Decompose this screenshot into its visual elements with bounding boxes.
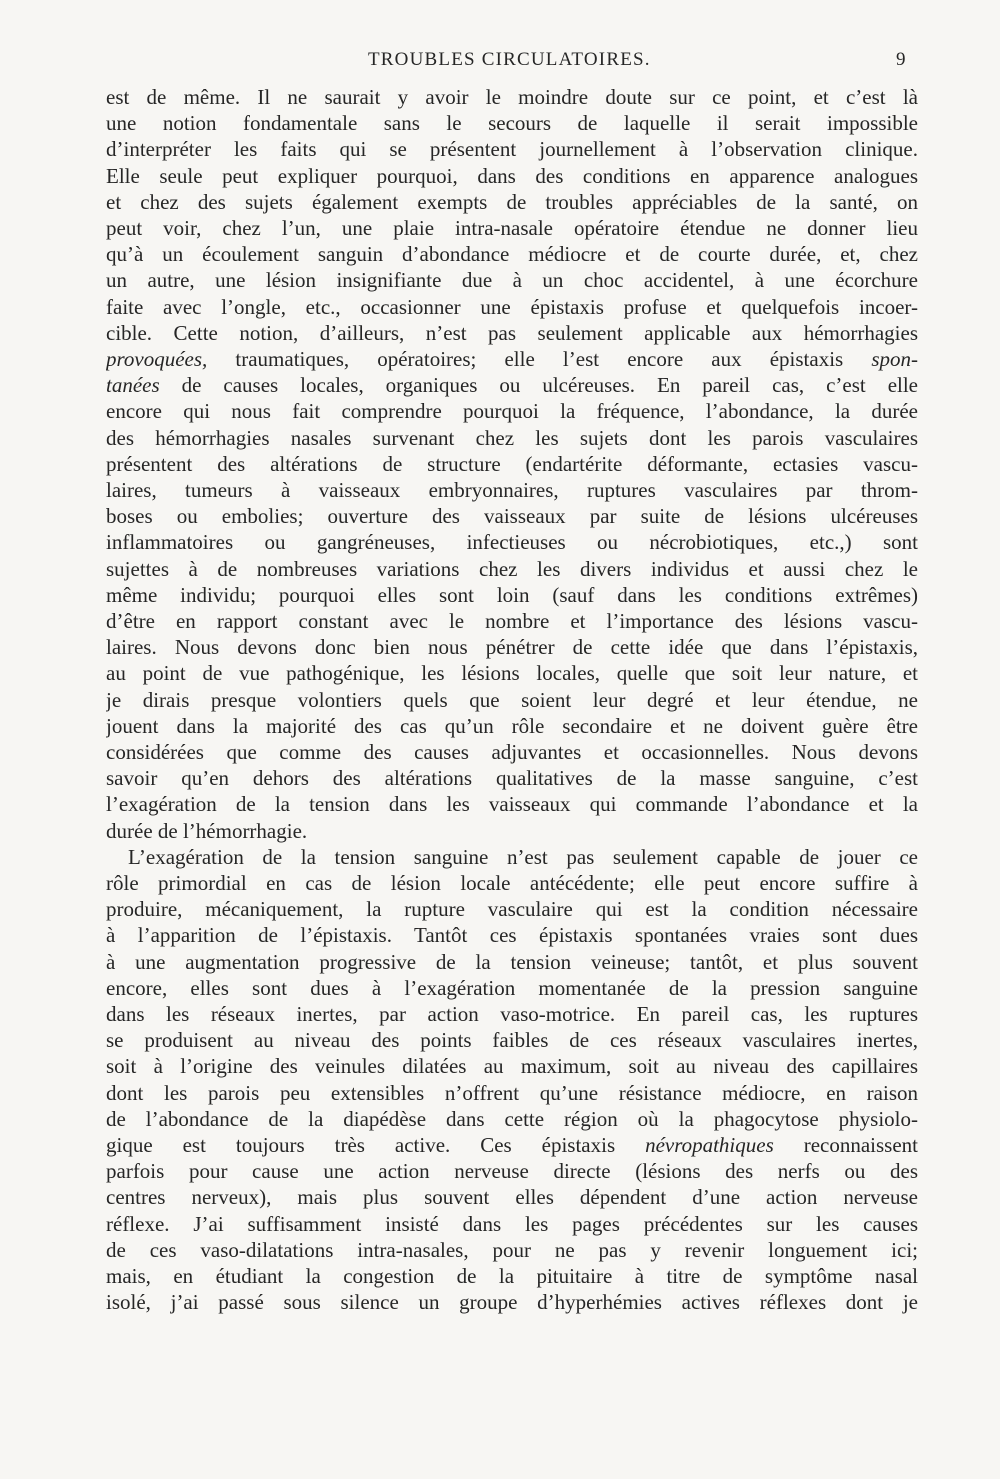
text-line: un autre, une lésion insignifiante due à un choc accidentel, à une écorchure [106,268,918,293]
text-line: gique est toujours très active. Ces épistaxis névropathiques reconnaissent [106,1133,918,1157]
text-line: mais, en étudiant la congestion de la pituitaire à titre de symptôme nasal [106,1264,918,1288]
text-line: considérées que comme des causes adjuvantes et occasionnelles. Nous devons [106,740,918,764]
text-line: et chez des sujets également exempts de troubles appréciables de la santé, on [106,189,918,214]
text-line: même individu; pourquoi elles sont loin (sauf dans les conditions extrêmes) [106,582,918,607]
text-line: faite avec l’ongle, etc., occasionner une épistaxis profuse et quelquefois incoer- [106,294,918,319]
text-line: laires, tumeurs à vaisseaux embryonnaires, ruptures vasculaires par throm- [106,478,918,502]
text-line: l’exagération de la tension dans les vaisseaux qui commande l’abondance et la [106,792,918,817]
text-line: à l’apparition de l’épistaxis. Tantôt ces épistaxis spontanées vraies sont dues [106,923,918,948]
running-head-title: TROUBLES CIRCULATOIRES. [368,49,651,70]
text-line: parfois pour cause une action nerveuse directe (lésions des nerfs ou des [106,1159,918,1184]
text-line: peut voir, chez l’un, une plaie intra-nasale opératoire étendue ne donner lieu [106,216,918,240]
text-line: qu’à un écoulement sanguin d’abondance médiocre et de courte durée, et, chez [106,242,918,267]
text-line: tanées de causes locales, organiques ou ulcéreuses. En pareil cas, c’est elle [106,373,918,398]
text-line: une notion fondamentale sans le secours de laquelle il serait impossible [106,111,918,136]
text-line: inflammatoires ou gangréneuses, infectieuses ou nécrobiotiques, etc.,) sont [106,530,918,555]
text-line: soit à l’origine des veinules dilatées au maximum, soit au niveau des capillaires [106,1054,918,1079]
text-line: cible. Cette notion, d’ailleurs, n’est pas seulement applicable aux hémorrhagies [106,320,918,345]
text-line: présentent des altérations de structure (endartérite déformante, ectasies vascu- [106,451,918,476]
running-head [0,46,1000,74]
text-line: encore, elles sont dues à l’exagération momentanée de la pression sanguine [106,975,918,1000]
text-line: à une augmentation progressive de la tension veineuse; tantôt, et plus souvent [106,949,918,974]
text-line: au point de vue pathogénique, les lésions locales, quelle que soit leur nature, et [106,661,918,686]
page-number: 9 [896,49,906,70]
text-line: savoir qu’en dehors des altérations qualitatives de la masse sanguine, c’est [106,766,918,791]
text-line: produire, mécaniquement, la rupture vasculaire qui est la condition nécessaire [106,897,918,922]
text-line: jouent dans la majorité des cas qu’un rôle secondaire et ne doivent guère être [106,713,918,738]
text-line: se produisent au niveau des points faibles de ces réseaux vasculaires inertes, [106,1028,918,1053]
text-line: provoquées, traumatiques, opératoires; elle l’est encore aux épistaxis spon- [106,347,918,371]
text-line: des hémorrhagies nasales survenant chez les sujets dont les parois vasculaires [106,425,918,450]
text-line: je dirais presque volontiers quels que soient leur degré et leur étendue, ne [106,687,918,712]
text-line: réflexe. J’ai suffisamment insisté dans les pages précédentes sur les causes [106,1211,918,1236]
text-line: d’interpréter les faits qui se présentent journellement à l’observation clinique. [106,137,918,162]
text-line: dans les réseaux inertes, par action vaso-motrice. En pareil cas, les ruptures [106,1002,918,1026]
text-line: rôle primordial en cas de lésion locale antécédente; elle peut encore suffire à [106,871,918,895]
text-line: dont les parois peu extensibles n’offrent qu’une résistance médiocre, en raison [106,1080,918,1105]
text-line: boses ou embolies; ouverture des vaisseaux par suite de lésions ulcéreuses [106,504,918,529]
text-line-paragraph-start: L’exagération de la tension sanguine n’est pas seulement capable de jouer ce [128,844,918,869]
text-line: de ces vaso-dilatations intra-nasales, pour ne pas y revenir longuement ici; [106,1237,918,1262]
text-line: laires. Nous devons donc bien nous pénétrer de cette idée que dans l’épistaxis, [106,635,918,660]
text-line: sujettes à de nombreuses variations chez les divers individus et aussi chez le [106,556,918,581]
text-line: d’être en rapport constant avec le nombre et l’importance des lésions vascu- [106,609,918,633]
text-line: encore qui nous fait comprendre pourquoi la fréquence, l’abondance, la durée [106,399,918,424]
text-line: centres nerveux), mais plus souvent elles dépendent d’une action nerveuse [106,1185,918,1210]
body-text [106,84,918,1384]
text-line: Elle seule peut expliquer pourquoi, dans des conditions en apparence analogues [106,163,918,188]
text-line: de l’abondance de la diapédèse dans cette région où la phagocytose physiolo- [106,1106,918,1131]
text-line-paragraph-end: durée de l’hémorrhagie. [106,818,308,843]
text-line: isolé, j’ai passé sous silence un groupe d’hyperhémies actives réflexes dont je [106,1290,918,1315]
text-line: est de même. Il ne saurait y avoir le moindre doute sur ce point, et c’est là [106,85,918,109]
